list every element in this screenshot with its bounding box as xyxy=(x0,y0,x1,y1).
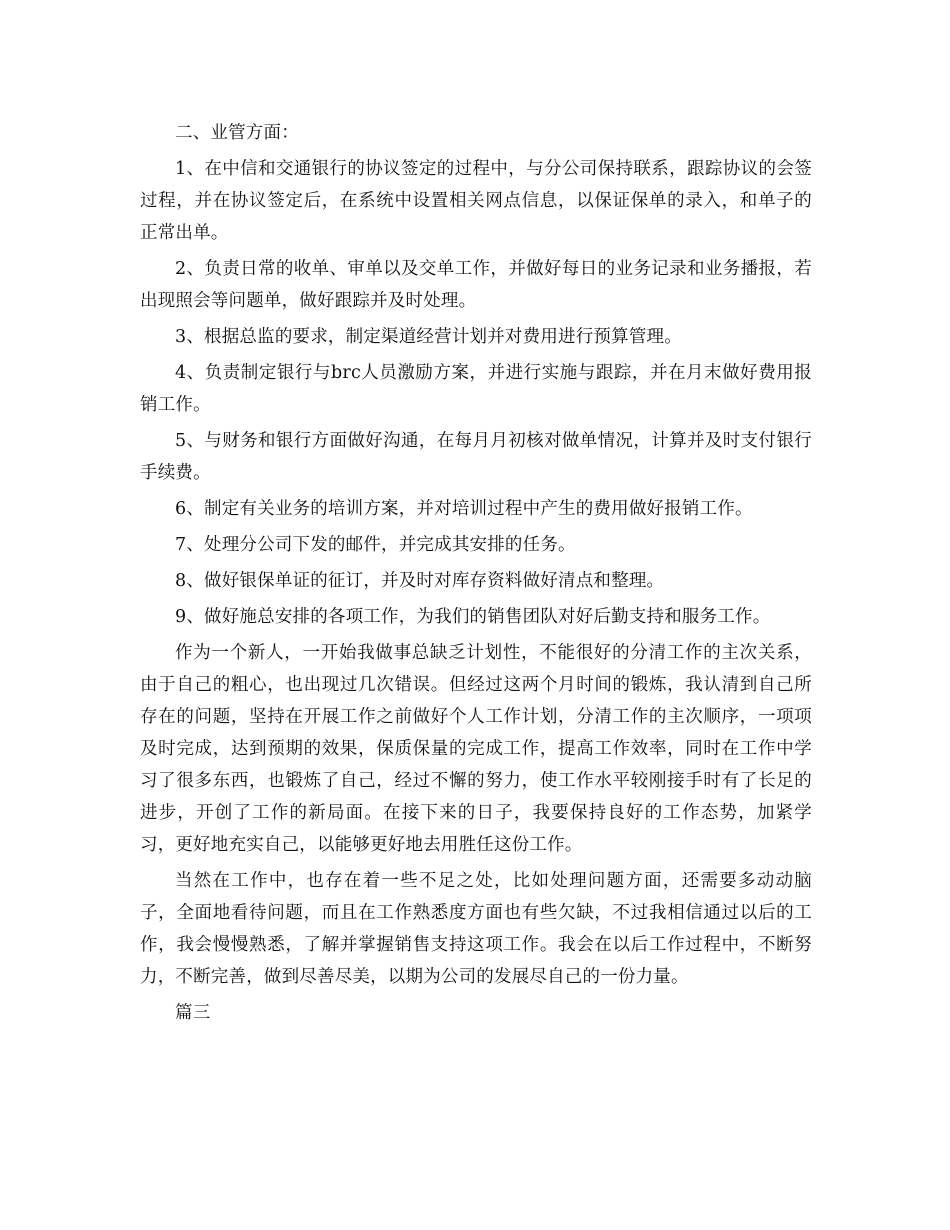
body-paragraph: 当然在工作中，也存在着一些不足之处，比如处理问题方面，还需要多动动脑子，全面地看待问题，而且在工作熟悉度方面也有些欠缺，不过我相信通过以后的工作，我会慢慢熟悉，了解并掌握销售支持这项工作。我会在以后工作过程中，不断努力，不断完善，做到尽善尽美，以期为公司的发展尽自己的一份力量。 xyxy=(140,871,812,987)
list-item: 3、根据总监的要求，制定渠道经营计划并对费用进行预算管理。 xyxy=(175,327,682,347)
list-item: 7、处理分公司下发的邮件，并完成其安排的任务。 xyxy=(175,535,576,555)
document-page xyxy=(140,117,812,1029)
list-item: 4、负责制定银行与brc人员激励方案，并进行实施与跟踪，并在月末做好费用报销工作。 xyxy=(140,363,812,415)
list-item: 5、与财务和银行方面做好沟通，在每月月初核对做单情况，计算并及时支付银行手续费。 xyxy=(140,431,812,483)
list-item: 9、做好施总安排的各项工作，为我们的销售团队对好后勤支持和服务工作。 xyxy=(175,607,771,627)
section-title: 篇三 xyxy=(175,1003,211,1023)
list-item: 6、制定有关业务的培训方案，并对培训过程中产生的费用做好报销工作。 xyxy=(175,499,753,519)
section-heading: 二、业管方面： xyxy=(175,123,299,143)
body-paragraph: 作为一个新人，一开始我做事总缺乏计划性，不能很好的分清工作的主次关系，由于自己的粗心，也出现过几次错误。但经过这两个月时间的锻炼，我认清到自己所存在的问题，坚持在开展工作之前做好个人工作计划，分清工作的主次顺序，一项项及时完成，达到预期的效果，保质保量的完成工作，提高工作效率，同时在工作中学习了很多东西，也锻炼了自己，经过不懈的努力，使工作水平较刚接手时有了长足的进步，开创了工作的新局面。在接下来的日子，我要保持良好的工作态势，加紧学习，更好地充实自己，以能够更好地去用胜任这份工作。 xyxy=(140,643,812,855)
list-item: 1、在中信和交通银行的协议签定的过程中，与分公司保持联系，跟踪协议的会签过程，并在协议签定后，在系统中设置相关网点信息，以保证保单的录入，和单子的正常出单。 xyxy=(140,159,812,243)
list-item: 8、做好银保单证的征订，并及时对库存资料做好清点和整理。 xyxy=(175,571,665,591)
list-item: 2、负责日常的收单、审单以及交单工作，并做好每日的业务记录和业务播报，若出现照会等问题单，做好跟踪并及时处理。 xyxy=(140,259,812,311)
